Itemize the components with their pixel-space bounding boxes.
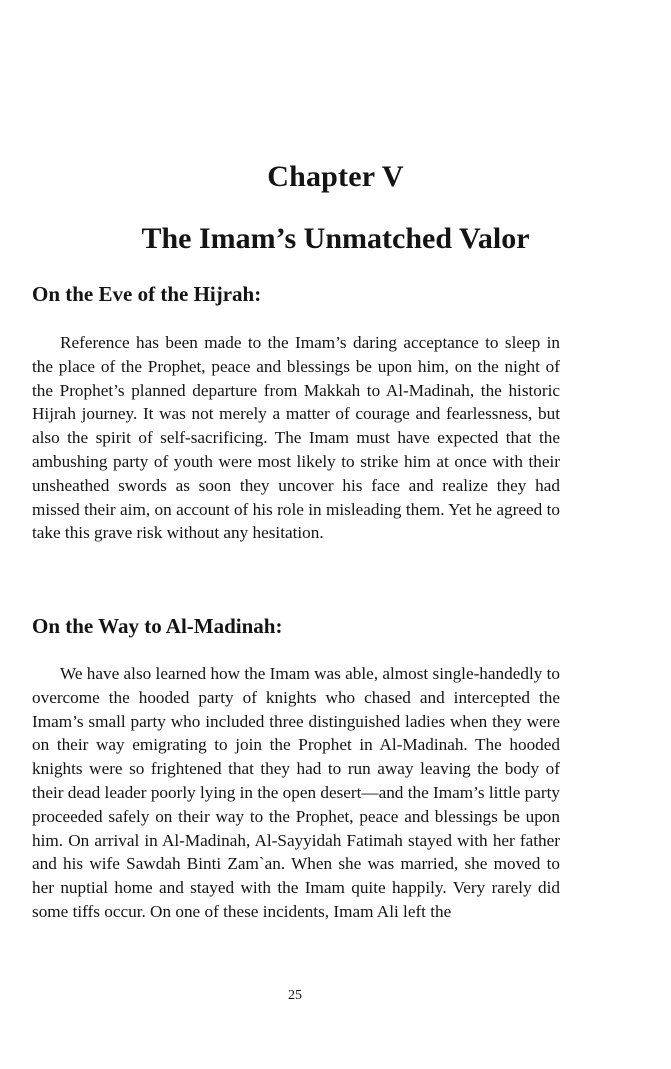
section-paragraph-eve-of-hijrah: Reference has been made to the Imam’s daring acceptance to sleep in the place of the Prophet, peace and blessings be upon him, on the night of the Prophet’s planned departure from Makkah to Al-Madinah, the historic Hijrah journey. It was not merely a matter of courage and fearlessness, but also the spirit of self-sacrificing. The Imam must have expected that the ambushing party of youth were most likely to strike him at once with their unsheathed swords as soon they uncover his face and realize they had missed their aim, on account of his role in misleading them. Yet he agreed to take this grave risk without any hesitation. bbox=[32, 333, 560, 543]
chapter-number: Chapter V bbox=[267, 160, 404, 193]
section-heading-way-to-madinah: On the Way to Al-Madinah: bbox=[32, 614, 283, 638]
page-number: 25 bbox=[288, 988, 302, 1003]
section-heading-eve-of-hijrah: On the Eve of the Hijrah: bbox=[32, 282, 262, 306]
chapter-title: The Imam’s Unmatched Valor bbox=[141, 222, 530, 255]
section-paragraph-way-to-madinah: We have also learned how the Imam was able, almost single-handedly to overcome the hooded party of knights who chased and intercepted the Imam’s small party who included three distinguished ladies when they were on their way emigrating to join the Prophet in Al-Madinah. The hooded knights were so frightened that they had to run away leaving the body of their dead leader poorly lying in the open desert—and the Imam’s little party proceeded safely on their way to the Prophet, peace and blessings be upon him. On arrival in Al-Madinah, Al-Sayyidah Fatimah stayed with her father and his wife Sawdah Binti Zam`an. When she was married, she moved to her nuptial home and stayed with the Imam quite happily. Very rarely did some tiffs occur. On one of these incidents, Imam Ali left the bbox=[32, 664, 560, 921]
